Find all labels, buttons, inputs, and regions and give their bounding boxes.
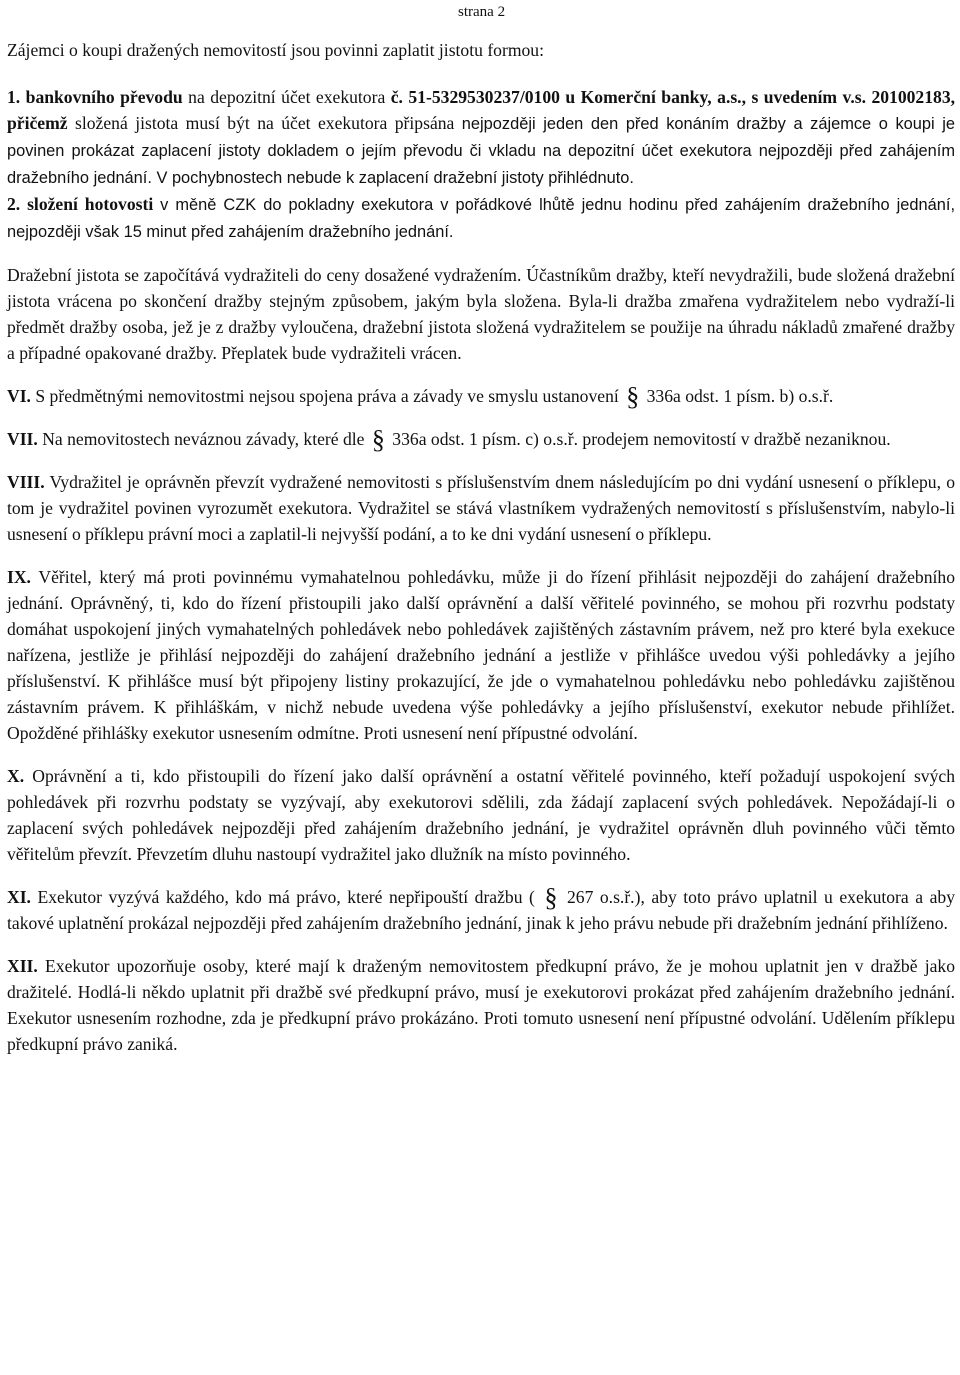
section-vii bbox=[7, 426, 955, 452]
section-vi-number: VI. bbox=[7, 386, 31, 406]
section-xi-text: Exekutor vyzývá každého, kdo má právo, které nepřipouští dražbu ( bbox=[37, 887, 535, 907]
section-xii-number: XII. bbox=[7, 956, 38, 976]
page-number: strana 2 bbox=[458, 4, 506, 20]
section-xi-text-b: 267 o.s.ř.), aby toto právo uplatnil u exekutora a aby takové uplatnění prokázal nejpozději před zahájením dražebního jednání, jinak k jeho právu nebude při dražebním jednání přihlíženo. bbox=[7, 887, 955, 933]
section-vi-text: S předmětnými nemovitostmi nejsou spojena práva a závady ve smyslu ustanovení bbox=[35, 386, 619, 406]
section-xii-text: Exekutor upozorňuje osoby, které mají k draženým nemovitostem předkupní právo, že je mohou uplatnit jen v dražbě jako dražitelé. Hodlá-li někdo uplatnit při dražbě své předkupní právo, musí je exekutorovi prokázat před zahájením dražebního jednání. Exekutor usnesením rozhodne, zda je předkupní právo prokázáno. Proti tomuto usnesení není přípustné odvolání. Udělením příklepu předkupní právo zaniká. bbox=[7, 956, 955, 1054]
paragraph-sign-icon: § bbox=[544, 883, 558, 912]
account-details: č. 51-5329530237/0100 u Komerční banky, a.s., s uvedením v.s. 201002183, přičemž bbox=[7, 87, 956, 133]
section-xi-number: XI. bbox=[7, 887, 31, 907]
document-body bbox=[7, 37, 955, 1057]
section-vii-number: VII. bbox=[7, 429, 38, 449]
section-viii-number: VIII. bbox=[7, 472, 45, 492]
section-ix bbox=[7, 564, 955, 746]
section-viii bbox=[7, 469, 955, 547]
payment-option-2 bbox=[7, 191, 955, 245]
option-1-text: na depozitní účet exekutora bbox=[188, 87, 386, 107]
option-1-label: 1. bankovního převodu bbox=[7, 87, 183, 107]
section-x-text: Oprávnění a ti, kdo přistoupili do řízení jako další oprávnění a ostatní věřitelé povinného, kteří požadují uspokojení svých pohledávek při rozvrhu podstaty se vyzývají, aby exekutorovi sdělili, zda žádají zaplacení svých pohledávek. Nepožádají-li o zaplacení svých pohledávek nejpozději před zahájením dražebního jednání, je vydražitel oprávněn dluh povinného vůči těmto věřitelům převzít. Převzetím dluhu nastoupí vydražitel jako dlužník na místo povinného. bbox=[7, 766, 955, 864]
section-vi-text-b: 336a odst. 1 písm. b) o.s.ř. bbox=[646, 386, 834, 406]
section-vii-text-b: 336a odst. 1 písm. c) o.s.ř. prodejem nemovitostí v dražbě nezaniknou. bbox=[392, 429, 891, 449]
section-xi bbox=[7, 884, 955, 936]
option-2-label: 2. složení hotovosti bbox=[7, 194, 154, 214]
section-vi bbox=[7, 383, 955, 409]
intro-paragraph: Zájemci o koupi dražených nemovitostí jsou povinni zaplatit jistotu formou: bbox=[7, 40, 544, 60]
option-2-text: v měně CZK do pokladny exekutora v pořádkové lhůtě jednu hodinu před zahájením dražebního jednání, nejpozději však 15 minut před zahájením dražebního jednání. bbox=[7, 196, 955, 241]
section-x bbox=[7, 763, 955, 867]
jistota-paragraph: Dražební jistota se započítává vydražiteli do ceny dosažené vydražením. Účastníkům dražby, kteří nevydražili, bude složená dražební jistota vrácena po skončení dražby stejným způsobem, jakým byla složena. Byla-li dražba zmařena vydražitelem nebo vydraží-li předmět dražby osoba, jež je z dražby vyloučena, dražební jistota složená vydražitelem se použije na úhradu nákladů zmařené dražby a případné opakované dražby. Přeplatek bude vydražiteli vrácen. bbox=[7, 265, 955, 363]
option-1-text-b: složená jistota musí být na účet exekutora připsána bbox=[75, 113, 455, 133]
section-ix-number: IX. bbox=[7, 567, 31, 587]
section-x-number: X. bbox=[7, 766, 25, 786]
paragraph-sign-icon: § bbox=[371, 425, 385, 454]
section-viii-text: Vydražitel je oprávněn převzít vydražené nemovitosti s příslušenstvím dnem následujícím po dni vydání usnesení o příklepu, o tom je vydražitel povinen vyrozumět exekutora. Vydražitel se stává vlastníkem vydražených nemovitostí s příslušenstvím, nabylo-li usnesení o příklepu právní moci a zaplatil-li nejvyšší podání, a to ke dni vydání usnesení o příklepu. bbox=[7, 472, 955, 544]
section-xii bbox=[7, 953, 955, 1057]
paragraph-sign-icon: § bbox=[626, 382, 640, 411]
section-ix-text: Věřitel, který má proti povinnému vymahatelnou pohledávku, může ji do řízení přihlásit nejpozději do zahájení dražebního jednání. Oprávněný, ti, kdo do řízení přistoupili jako další oprávnění a další věřitelé povinného, se mohou při rozvrhu podstaty domáhat uspokojení jiných vymahatelných pohledávek nebo pohledávek zajištěných zástavním právem, než pro které byla exekuce nařízena, jestliže je přihlásí nejpozději do zahájení dražebního jednání a jestliže v přihlášce uvedou výši pohledávky a jejího příslušenství. K přihlášce musí být připojeny listiny prokazující, že jde o vymahatelnou pohledávku nebo pohledávku zajištěnou zástavním právem. K přihláškám, v nichž nebude uvedena výše pohledávky a jejího příslušenství, exekutor nebude přihlížet. Opožděné přihlášky exekutor usnesením odmítne. Proti usnesení není přípustné odvolání. bbox=[7, 567, 955, 743]
section-vii-text: Na nemovitostech neváznou závady, které dle bbox=[42, 429, 365, 449]
payment-option-1 bbox=[7, 84, 955, 191]
option-1-text-c: nejpozději jeden den před konáním dražby a zájemce o koupi je povinen prokázat zaplacení jistoty dokladem o jejím převodu či vkladu na depozitní účet exekutora nejpozději před zahájením dražebního jednání. V pochybnostech nebude k zaplacení dražební jistoty přihlédnuto. bbox=[7, 115, 955, 187]
